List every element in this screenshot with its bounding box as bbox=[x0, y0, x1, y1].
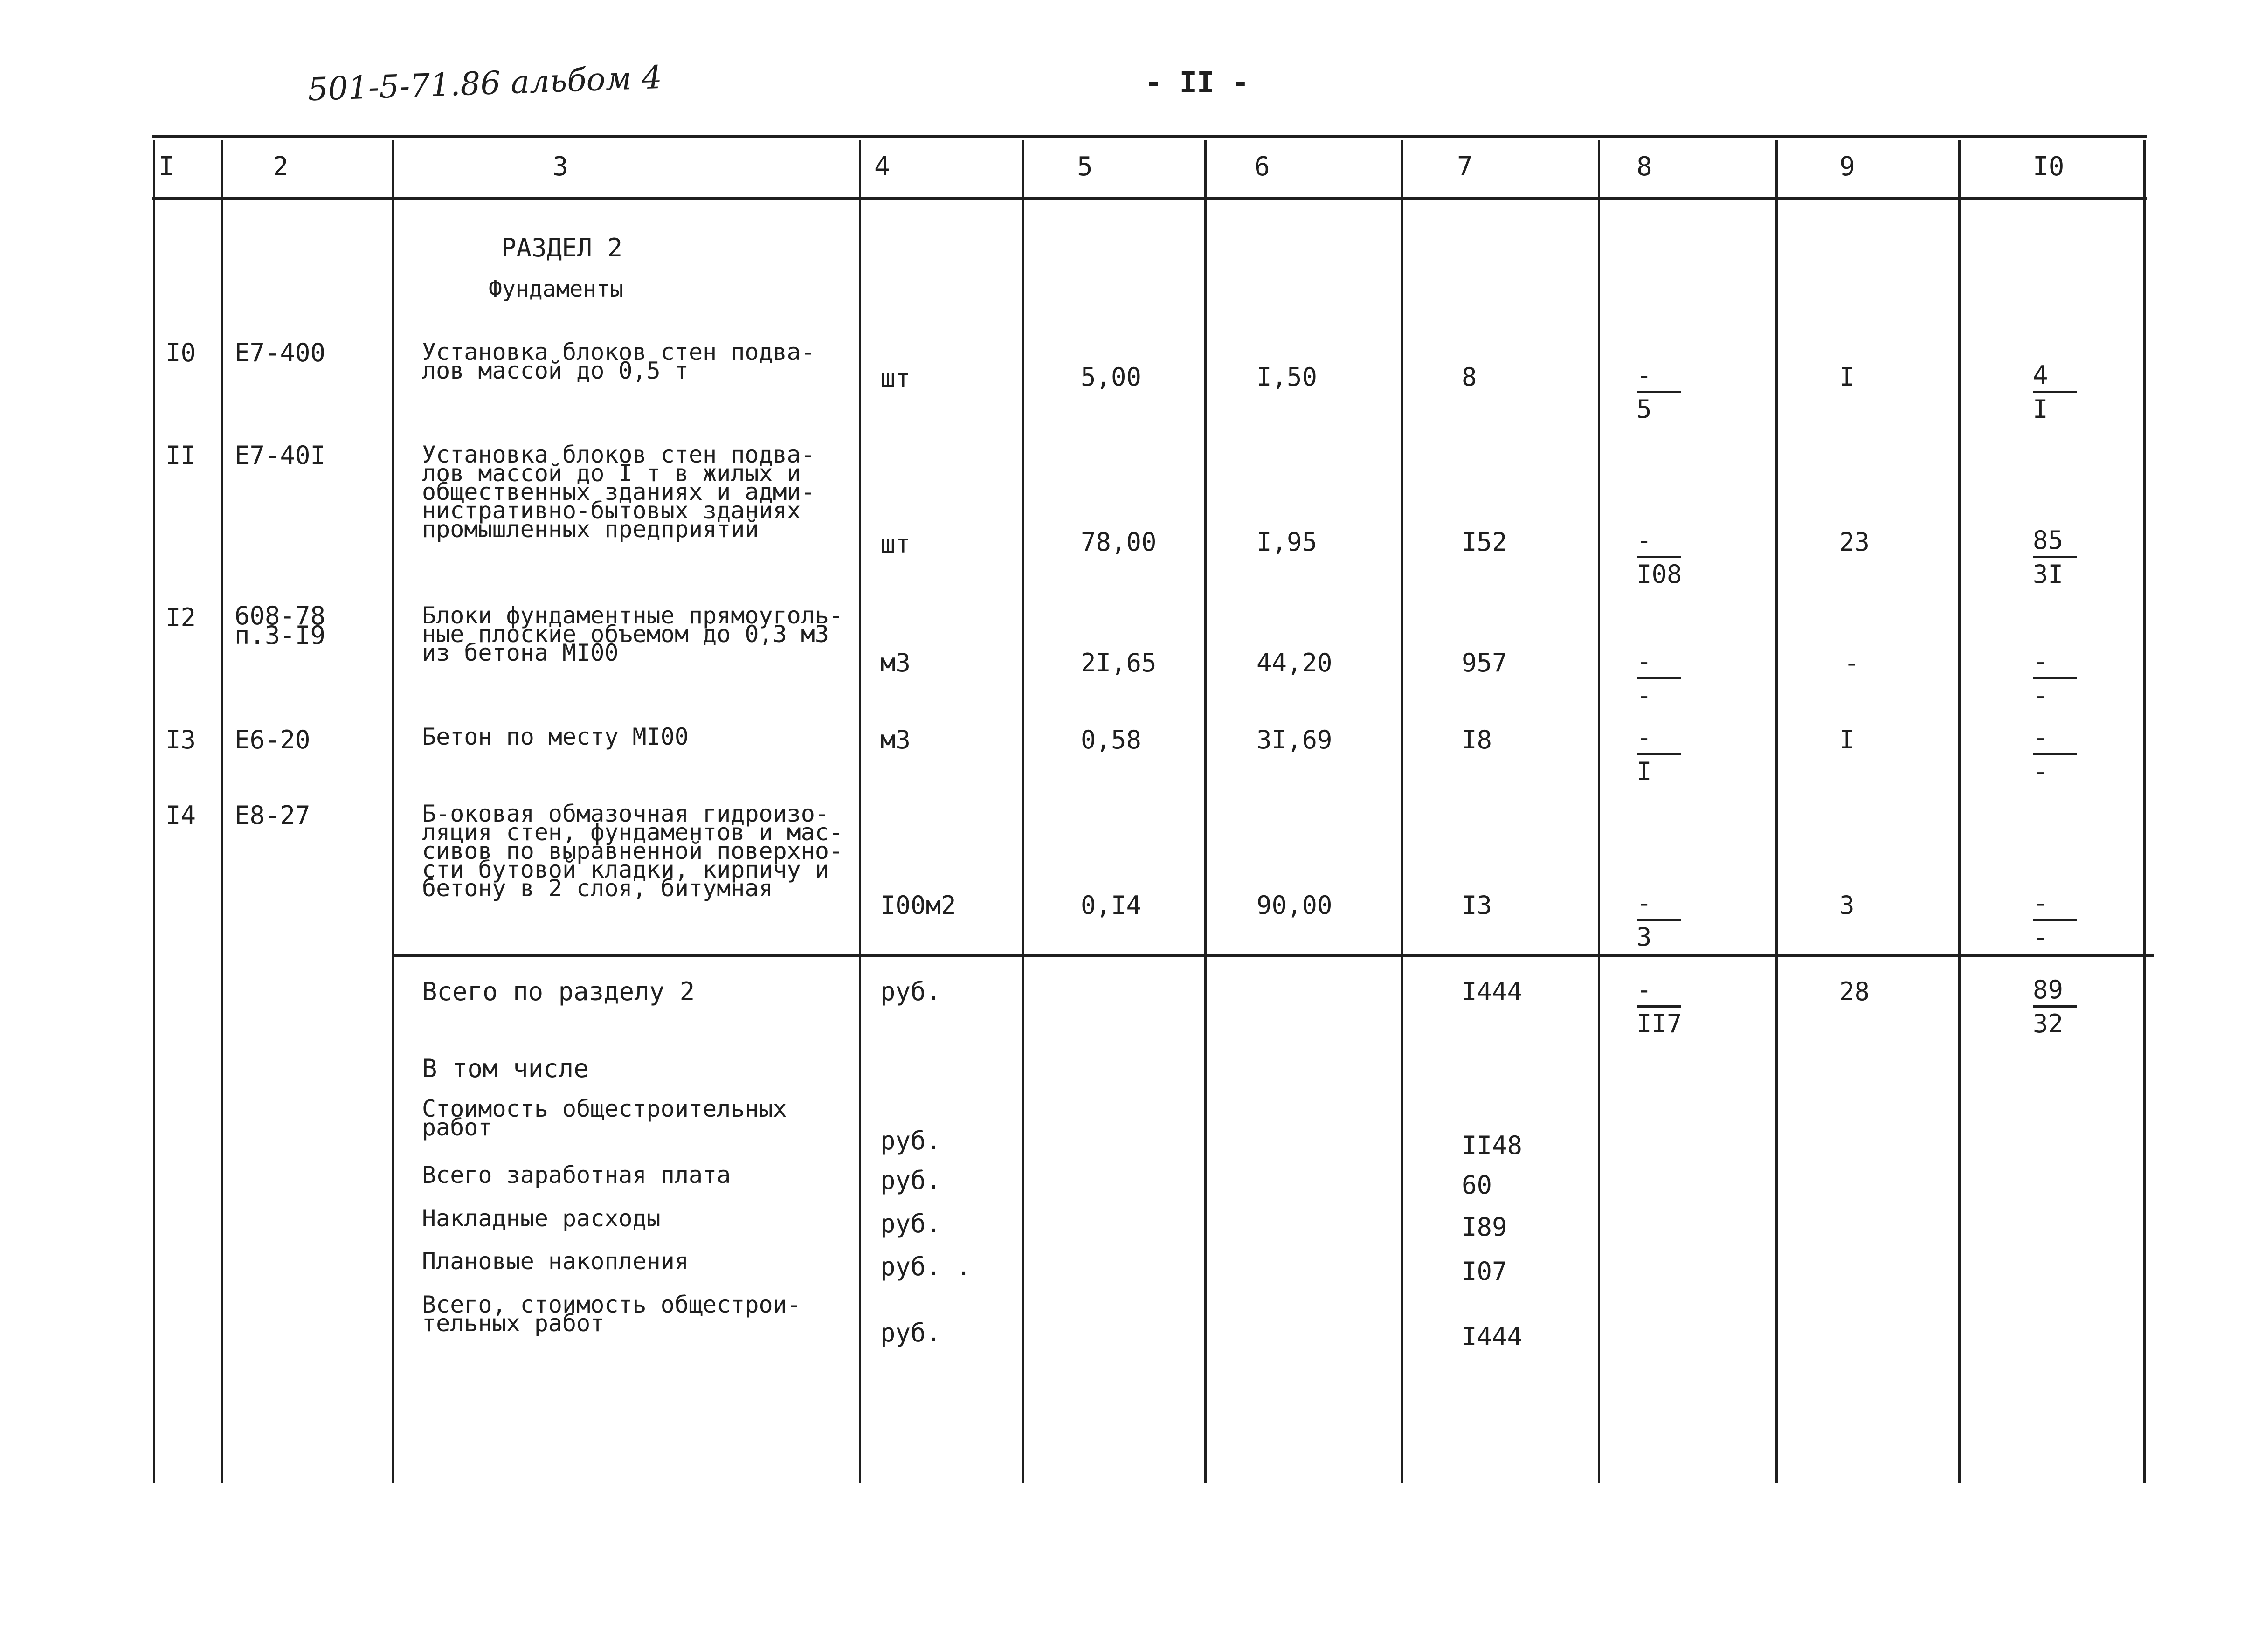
row-col10-fraction bbox=[2033, 888, 2084, 952]
row-code: 608-78 п.3-I9 bbox=[235, 601, 326, 650]
fraction-bar bbox=[2033, 753, 2077, 755]
section-title: РАЗДЕЛ 2 bbox=[501, 233, 623, 263]
column-border bbox=[1022, 140, 1024, 1483]
row-unit: I00м2 bbox=[880, 891, 956, 920]
column-border bbox=[1775, 140, 1778, 1483]
row-quantity: 2I,65 bbox=[1081, 648, 1157, 677]
totals-label: Всего по разделу 2 bbox=[422, 977, 695, 1006]
section-subtitle: Фундаменты bbox=[489, 276, 623, 302]
totals-col8-fraction bbox=[1637, 977, 1688, 1037]
row-col8-fraction bbox=[1637, 525, 1688, 589]
column-border bbox=[392, 140, 394, 1483]
fraction-bar bbox=[2033, 556, 2077, 558]
column-header-2: 2 bbox=[273, 152, 289, 182]
row-unit: шт bbox=[880, 364, 911, 393]
fraction-bar bbox=[2033, 391, 2077, 393]
column-header-10: I0 bbox=[2033, 152, 2065, 182]
fraction-bar bbox=[1637, 677, 1681, 679]
column-header-3: 3 bbox=[552, 152, 568, 182]
fraction-denominator: - bbox=[2033, 757, 2048, 786]
row-description: Бетон по месту МI00 bbox=[422, 723, 689, 750]
column-border bbox=[859, 140, 861, 1483]
fraction-denominator: - bbox=[1637, 681, 1652, 710]
row-description: Блоки фундаментные прямоуголь- ные плоские объемом до 0,3 м3 из бетона МI00 bbox=[422, 602, 843, 666]
fraction-bar bbox=[2033, 1005, 2077, 1008]
fraction-numerator: - bbox=[2033, 888, 2048, 918]
breakdown-label: Всего, стоимость общестрои- тельных работ bbox=[422, 1291, 801, 1337]
row-description: Установка блоков стен подва- лов массой до I т в жилых и общественных зданиях и адми- нистративно-бытовых зданиях промышленных предприятий bbox=[422, 441, 815, 543]
column-border bbox=[1204, 140, 1207, 1483]
fraction-denominator: - bbox=[2033, 922, 2048, 952]
row-number: I3 bbox=[166, 725, 196, 754]
fraction-denominator: 32 bbox=[2033, 1009, 2064, 1038]
fraction-denominator: - bbox=[2033, 681, 2048, 710]
breakdown-unit: руб. bbox=[880, 1209, 941, 1238]
breakdown-cost: 60 bbox=[1462, 1170, 1492, 1200]
row-cost: I52 bbox=[1462, 527, 1507, 557]
fraction-denominator: I bbox=[1637, 757, 1652, 786]
row-cost: I8 bbox=[1462, 725, 1492, 754]
row-col9: 23 bbox=[1839, 527, 1870, 557]
fraction-numerator: - bbox=[1637, 723, 1652, 752]
fraction-numerator: - bbox=[1637, 360, 1652, 390]
fraction-numerator: - bbox=[2033, 647, 2048, 676]
column-header-5: 5 bbox=[1077, 152, 1093, 182]
breakdown-unit: руб. bbox=[880, 1166, 941, 1195]
breakdown-label: Всего заработная плата bbox=[422, 1161, 731, 1189]
fraction-denominator: 3I bbox=[2033, 560, 2064, 589]
row-col9: I bbox=[1839, 362, 1855, 392]
row-col10-fraction bbox=[2033, 649, 2084, 709]
breakdown-unit: руб. bbox=[880, 1126, 941, 1155]
row-col10-fraction bbox=[2033, 525, 2084, 589]
fraction-bar bbox=[1637, 753, 1681, 755]
column-header-8: 8 bbox=[1637, 152, 1652, 182]
row-code: E7-40I bbox=[235, 441, 326, 470]
row-cost: I3 bbox=[1462, 891, 1492, 920]
row-description: Б-оковая обмазочная гидроизо- ляция стен, фундаментов и мас- сивов по выравненной поверхно- сти бутовой кладки, кирпичу и бетону в 2 слоя, битумная bbox=[422, 800, 843, 902]
breakdown-label: Плановые накопления bbox=[422, 1248, 689, 1275]
fraction-numerator: - bbox=[1637, 888, 1652, 918]
column-header-1: I bbox=[159, 152, 174, 182]
row-quantity: 0,I4 bbox=[1081, 891, 1142, 920]
fraction-bar bbox=[1637, 919, 1681, 921]
row-col8-fraction bbox=[1637, 649, 1688, 709]
row-code: E8-27 bbox=[235, 801, 311, 830]
breakdown-cost: I444 bbox=[1462, 1322, 1523, 1351]
fraction-bar bbox=[1637, 556, 1681, 558]
fraction-bar bbox=[1637, 391, 1681, 393]
row-col8-fraction bbox=[1637, 360, 1688, 424]
fraction-numerator: - bbox=[1637, 525, 1652, 555]
fraction-denominator: I bbox=[2033, 394, 2048, 424]
row-quantity: 0,58 bbox=[1081, 725, 1142, 754]
row-number: II bbox=[166, 441, 196, 470]
fraction-numerator: - bbox=[2033, 723, 2048, 752]
handwritten-reference: 501-5-71.86 альбом 4 bbox=[307, 59, 663, 109]
row-col10-fraction bbox=[2033, 360, 2084, 424]
totals-col9: 28 bbox=[1839, 977, 1870, 1006]
column-border bbox=[1401, 140, 1403, 1483]
column-border bbox=[221, 140, 223, 1483]
row-col9: I bbox=[1839, 725, 1855, 754]
fraction-denominator: 3 bbox=[1637, 922, 1652, 952]
fraction-numerator: 85 bbox=[2033, 525, 2064, 555]
row-unit-price: I,50 bbox=[1257, 362, 1318, 392]
row-unit-price: 3I,69 bbox=[1257, 725, 1333, 754]
row-number: I4 bbox=[166, 801, 196, 830]
row-unit-price: I,95 bbox=[1257, 527, 1318, 557]
totals-unit: руб. bbox=[880, 977, 941, 1006]
row-description: Установка блоков стен подва- лов массой до 0,5 т bbox=[422, 339, 815, 384]
fraction-bar bbox=[1637, 1005, 1681, 1008]
fraction-denominator: I08 bbox=[1637, 560, 1682, 589]
row-number: I0 bbox=[166, 338, 196, 367]
breakdown-unit: руб. . bbox=[880, 1252, 972, 1281]
fraction-denominator: II7 bbox=[1637, 1009, 1682, 1038]
row-col9: 3 bbox=[1839, 891, 1855, 920]
breakdown-unit: руб. bbox=[880, 1318, 941, 1348]
row-unit: шт bbox=[880, 529, 911, 559]
fraction-denominator: 5 bbox=[1637, 394, 1652, 424]
row-unit-price: 44,20 bbox=[1257, 648, 1333, 677]
column-header-6: 6 bbox=[1254, 152, 1270, 182]
fraction-numerator: 4 bbox=[2033, 360, 2048, 390]
row-col10-fraction bbox=[2033, 725, 2084, 785]
column-border bbox=[1958, 140, 1961, 1483]
row-code: E6-20 bbox=[235, 725, 311, 754]
breakdown-label: Накладные расходы bbox=[422, 1205, 661, 1232]
fraction-numerator: - bbox=[1637, 647, 1652, 676]
page-number: - II - bbox=[1145, 65, 1249, 99]
fraction-bar bbox=[2033, 677, 2077, 679]
row-quantity: 5,00 bbox=[1081, 362, 1142, 392]
totals-cost: I444 bbox=[1462, 977, 1523, 1006]
column-border bbox=[153, 140, 155, 1483]
breakdown-label: Стоимость общестроительных работ bbox=[422, 1095, 787, 1141]
breakdown-cost: I07 bbox=[1462, 1257, 1507, 1286]
table-top-border bbox=[152, 135, 2147, 138]
totals-separator bbox=[392, 954, 2154, 957]
fraction-bar bbox=[2033, 919, 2077, 921]
row-cost: 8 bbox=[1462, 362, 1477, 392]
column-border bbox=[2143, 140, 2146, 1483]
breakdown-header: В том числе bbox=[422, 1054, 589, 1083]
column-header-4: 4 bbox=[874, 152, 890, 182]
row-col9: - bbox=[1844, 648, 1859, 677]
row-col8-fraction bbox=[1637, 888, 1688, 952]
column-header-9: 9 bbox=[1839, 152, 1855, 182]
row-unit-price: 90,00 bbox=[1257, 891, 1333, 920]
column-border bbox=[1598, 140, 1600, 1483]
row-code: E7-400 bbox=[235, 338, 326, 367]
header-bottom-border bbox=[152, 197, 2147, 200]
fraction-numerator: 89 bbox=[2033, 975, 2064, 1004]
row-unit: м3 bbox=[880, 725, 911, 754]
totals-col10-fraction bbox=[2033, 977, 2084, 1037]
row-col8-fraction bbox=[1637, 725, 1688, 785]
row-number: I2 bbox=[166, 603, 196, 632]
fraction-numerator: - bbox=[1637, 975, 1652, 1004]
breakdown-cost: I89 bbox=[1462, 1212, 1507, 1242]
row-unit: м3 bbox=[880, 648, 911, 677]
row-quantity: 78,00 bbox=[1081, 527, 1157, 557]
column-header-7: 7 bbox=[1457, 152, 1473, 182]
breakdown-cost: II48 bbox=[1462, 1131, 1523, 1160]
row-cost: 957 bbox=[1462, 648, 1507, 677]
